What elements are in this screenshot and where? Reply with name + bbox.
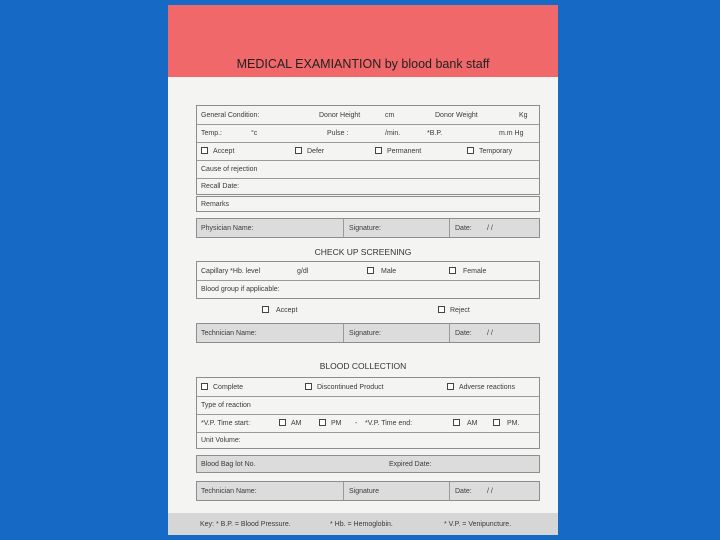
gdl-unit: g/dl (297, 268, 309, 275)
physician-box (196, 218, 540, 238)
male-checkbox[interactable] (367, 267, 374, 274)
type-of-reaction-label: Type of reaction (201, 402, 251, 409)
capillary-hb-label: Capillary *Hb. level (201, 268, 261, 275)
per-min-unit: /min. (385, 130, 401, 137)
permanent-label: Permanent (387, 148, 422, 155)
start-am-checkbox[interactable] (279, 419, 286, 426)
physician-date-label: Date: (455, 225, 472, 232)
collection-date-sep: / / (487, 488, 493, 495)
accept-checkbox[interactable] (201, 147, 208, 154)
checkup-reject-label: Reject (450, 307, 470, 314)
collection-row-status (197, 378, 539, 397)
divider (343, 482, 344, 500)
adverse-checkbox[interactable] (447, 383, 454, 390)
male-label: Male (381, 268, 397, 275)
checkup-technician-name-label: Technician Name: (201, 330, 257, 337)
key-vp: * V.P. = Venipuncture. (444, 521, 512, 528)
adverse-label: Adverse reactions (459, 384, 516, 391)
checkup-accept-checkbox[interactable] (262, 306, 269, 313)
discontinued-checkbox[interactable] (305, 383, 312, 390)
donor-height-label: Donor Height (319, 112, 361, 119)
temporary-checkbox[interactable] (467, 147, 474, 154)
collection-technician-box (196, 481, 540, 501)
divider (449, 324, 450, 342)
checkup-signature-label: Signature: (349, 330, 381, 337)
checkup-accept-label: Accept (276, 307, 298, 314)
collection-row-reaction[interactable] (197, 396, 539, 415)
general-condition-label: General Condition: (201, 112, 260, 119)
unit-volume-label: Unit Volume: (201, 437, 241, 444)
end-am-label: AM (467, 420, 478, 427)
blood-bag-box[interactable] (196, 455, 540, 473)
blood-group-label: Blood group if applicable: (201, 286, 280, 293)
divider (449, 219, 450, 237)
exam-row-general (197, 106, 539, 125)
remarks-label: Remarks (201, 201, 230, 208)
collection-signature-label: Signature (349, 488, 379, 495)
divider (449, 482, 450, 500)
key-bp: Key: * B.P. = Blood Pressure. (200, 521, 291, 528)
temp-label: Temp.: (201, 130, 223, 137)
checkup-section-title: CHECK UP SCREENING (314, 247, 412, 257)
kg-unit: Kg (519, 112, 528, 119)
checkup-date-label: Date: (455, 330, 472, 337)
exam-box (196, 105, 540, 195)
form-header-band (168, 5, 558, 77)
vp-time-end-label: *V.P. Time end: (365, 420, 413, 427)
complete-checkbox[interactable] (201, 383, 208, 390)
start-pm-checkbox[interactable] (319, 419, 326, 426)
checkup-row-blood-group[interactable] (197, 280, 539, 298)
mmhg-unit: m.m Hg (499, 130, 524, 137)
form-title: MEDICAL EXAMIANTION by blood bank staff (236, 57, 490, 71)
checkup-box (196, 261, 540, 299)
accept-label: Accept (213, 148, 235, 155)
checkup-reject-checkbox[interactable] (438, 306, 445, 313)
checkup-row-hb (197, 262, 539, 281)
exam-row-decision (197, 142, 539, 161)
collection-technician-name-label: Technician Name: (201, 488, 257, 495)
exam-row-recall[interactable] (197, 178, 539, 194)
collection-row-time (197, 414, 539, 433)
exam-row-vitals (197, 124, 539, 143)
complete-label: Complete (213, 384, 243, 391)
collection-box (196, 377, 540, 449)
divider (343, 324, 344, 342)
exam-row-cause[interactable] (197, 160, 539, 179)
female-checkbox[interactable] (449, 267, 456, 274)
defer-checkbox[interactable] (295, 147, 302, 154)
recall-date-label: Recall Date: (201, 183, 240, 190)
key-hb: * Hb. = Hemoglobin. (330, 521, 393, 528)
checkup-date-sep: / / (487, 330, 493, 337)
expired-date-label: Expired Date: (389, 461, 432, 468)
pulse-label: Pulse : (327, 130, 349, 137)
discontinued-label: Discontinued Product (317, 384, 384, 391)
start-pm-label: PM (331, 420, 342, 427)
permanent-checkbox[interactable] (375, 147, 382, 154)
checkup-technician-box (196, 323, 540, 343)
checkup-decision-row (196, 301, 540, 319)
temporary-label: Temporary (479, 148, 513, 155)
collection-row-volume[interactable] (197, 432, 539, 448)
start-am-label: AM (291, 420, 302, 427)
blood-bag-lot-label: Blood Bag lot No. (201, 461, 256, 468)
end-pm-label: PM. (507, 420, 520, 427)
celsius-unit: °c (251, 130, 258, 137)
donor-weight-label: Donor Weight (435, 112, 478, 119)
time-dash: - (355, 420, 358, 427)
female-label: Female (463, 268, 487, 275)
vp-time-start-label: *V.P. Time start: (201, 420, 251, 427)
collection-section-title: BLOOD COLLECTION (319, 361, 407, 371)
key-footer (168, 513, 558, 535)
end-am-checkbox[interactable] (453, 419, 460, 426)
physician-name-label: Physician Name: (201, 225, 254, 232)
physician-date-sep: / / (487, 225, 493, 232)
divider (343, 219, 344, 237)
physician-signature-label: Signature: (349, 225, 381, 232)
remarks-box[interactable] (196, 196, 540, 212)
cause-of-rejection-label: Cause of rejection (201, 166, 258, 173)
end-pm-checkbox[interactable] (493, 419, 500, 426)
bp-label: *B.P. (427, 130, 443, 137)
collection-date-label: Date: (455, 488, 472, 495)
defer-label: Defer (307, 148, 325, 155)
cm-unit: cm (385, 112, 395, 119)
medical-form-sheet (168, 5, 558, 535)
